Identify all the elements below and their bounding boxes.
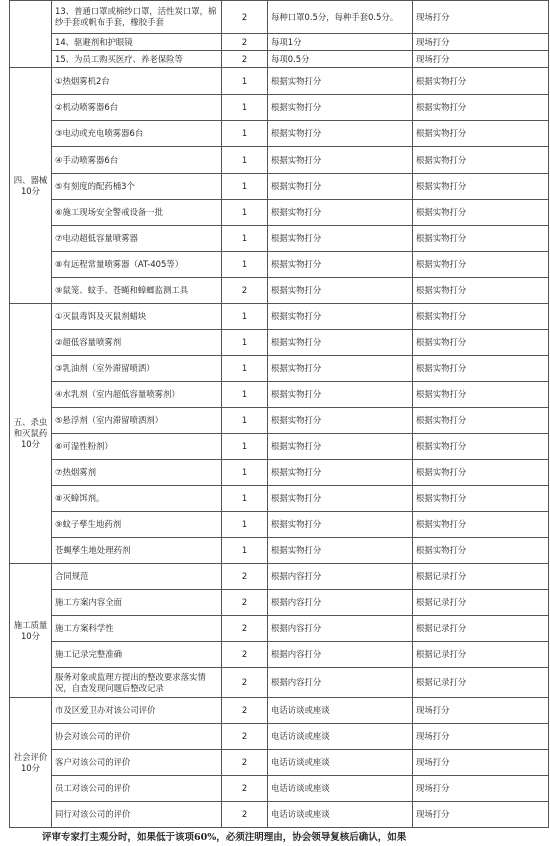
method-cell: 根据实物打分 [268,408,413,434]
points-cell: 1 [222,382,268,408]
table-row [10,252,549,278]
item-cell: 服务对象或监理方提出的整改要求落实情况，自查发现问题后整改记录 [52,668,222,698]
item-cell: 施工方案科学性 [52,616,222,642]
table-row [10,434,549,460]
basis-cell: 根据实物打分 [413,252,549,278]
item-cell: ⑧有远程常量喷雾器（AT-405等） [52,252,222,278]
basis-cell: 根据记录打分 [413,564,549,590]
table-row [10,564,549,590]
item-cell: 苍蝇孳生地处理药剂 [52,538,222,564]
item-cell: 同行对该公司的评价 [52,802,222,828]
points-cell: 2 [222,278,268,304]
table-row [10,382,549,408]
points-cell: 2 [222,668,268,698]
item-cell: ②超低容量喷雾剂 [52,330,222,356]
method-cell: 根据实物打分 [268,304,413,330]
method-cell: 根据实物打分 [268,434,413,460]
table-row [10,724,549,750]
method-cell: 根据实物打分 [268,486,413,512]
method-cell: 根据内容打分 [268,564,413,590]
method-cell: 根据实物打分 [268,147,413,174]
method-cell: 根据实物打分 [268,460,413,486]
table-row [10,750,549,776]
method-cell: 根据内容打分 [268,642,413,668]
basis-cell: 现场打分 [413,698,549,724]
item-cell: 施工方案内容全面 [52,590,222,616]
basis-cell: 根据实物打分 [413,200,549,226]
points-cell: 1 [222,226,268,252]
method-cell: 电话访谈或座谈 [268,724,413,750]
item-cell: 合同规范 [52,564,222,590]
basis-cell: 根据实物打分 [413,486,549,512]
basis-cell: 根据实物打分 [413,512,549,538]
points-cell: 1 [222,460,268,486]
points-cell: 2 [222,724,268,750]
table-row [10,68,549,95]
table-row [10,174,549,200]
basis-cell: 根据实物打分 [413,68,549,95]
method-cell: 根据内容打分 [268,616,413,642]
item-cell: 13、普通口罩或棉纱口罩，活性炭口罩，棉纱手套或帆布手套，橡胶手套 [52,1,222,34]
method-cell: 每项1分 [268,34,413,51]
item-cell: 员工对该公司的评价 [52,776,222,802]
basis-cell: 根据实物打分 [413,304,549,330]
method-cell: 每种口罩0.5分，每种手套0.5分。 [268,1,413,34]
item-cell: ④水乳剂（室内超低容量喷雾剂） [52,382,222,408]
item-cell: ⑤悬浮剂（室内滞留喷洒剂） [52,408,222,434]
item-cell: ④手动喷雾器6台 [52,147,222,174]
basis-cell: 根据实物打分 [413,147,549,174]
footer-note: 评审专家打主观分时，如果低于该项60%，必须注明理由，协会领导复核后确认，如果 [42,832,407,843]
table-row [10,356,549,382]
basis-cell: 现场打分 [413,802,549,828]
points-cell: 1 [222,512,268,538]
method-cell: 根据实物打分 [268,356,413,382]
table-row [10,51,549,68]
table-row [10,304,549,330]
item-cell: ⑦电动超低容量喷雾器 [52,226,222,252]
basis-cell: 根据实物打分 [413,434,549,460]
item-cell: 15、为员工购买医疗、养老保险等 [52,51,222,68]
item-cell: ②机动喷雾器6台 [52,95,222,121]
points-cell: 2 [222,1,268,34]
points-cell: 1 [222,330,268,356]
table-row [10,95,549,121]
basis-cell: 根据实物打分 [413,460,549,486]
method-cell: 根据实物打分 [268,538,413,564]
points-cell: 1 [222,200,268,226]
method-cell: 根据内容打分 [268,590,413,616]
points-cell: 1 [222,356,268,382]
category-cell: 五、杀虫和灭鼠药 10分 [10,304,52,564]
basis-cell: 根据记录打分 [413,668,549,698]
table-row [10,460,549,486]
basis-cell: 根据实物打分 [413,356,549,382]
method-cell: 根据实物打分 [268,330,413,356]
basis-cell: 根据实物打分 [413,121,549,147]
table-row [10,486,549,512]
basis-cell: 根据实物打分 [413,538,549,564]
table-row [10,147,549,174]
item-cell: 客户对该公司的评价 [52,750,222,776]
method-cell: 根据实物打分 [268,95,413,121]
method-cell: 根据实物打分 [268,278,413,304]
basis-cell: 根据实物打分 [413,330,549,356]
item-cell: ①灭鼠毒饵及灭鼠剂蜡块 [52,304,222,330]
points-cell: 2 [222,642,268,668]
basis-cell: 根据记录打分 [413,616,549,642]
table-row [10,642,549,668]
category-cell: 社会评价 10分 [10,698,52,828]
points-cell: 1 [222,147,268,174]
basis-cell: 现场打分 [413,1,549,34]
basis-cell: 根据实物打分 [413,226,549,252]
method-cell: 根据实物打分 [268,252,413,278]
table-row [10,668,549,698]
item-cell: 协会对该公司的评价 [52,724,222,750]
method-cell: 电话访谈或座谈 [268,776,413,802]
basis-cell: 根据实物打分 [413,408,549,434]
points-cell: 2 [222,564,268,590]
item-cell: 施工记录完整准确 [52,642,222,668]
category-cell: 施工质量 10分 [10,564,52,698]
points-cell: 1 [222,408,268,434]
method-cell: 根据实物打分 [268,382,413,408]
category-cell [10,1,52,68]
table-row [10,1,549,34]
method-cell: 根据实物打分 [268,174,413,200]
item-cell: ⑦热烟雾剂 [52,460,222,486]
basis-cell: 现场打分 [413,750,549,776]
method-cell: 根据实物打分 [268,121,413,147]
table-row [10,538,549,564]
method-cell: 根据实物打分 [268,226,413,252]
item-cell: 市及区爱卫办对该公司评价 [52,698,222,724]
table-row [10,226,549,252]
basis-cell: 根据记录打分 [413,590,549,616]
basis-cell: 现场打分 [413,34,549,51]
basis-cell: 根据实物打分 [413,278,549,304]
basis-cell: 根据记录打分 [413,642,549,668]
method-cell: 电话访谈或座谈 [268,750,413,776]
method-cell: 根据实物打分 [268,200,413,226]
table-row [10,512,549,538]
method-cell: 根据实物打分 [268,512,413,538]
basis-cell: 根据实物打分 [413,382,549,408]
points-cell: 1 [222,434,268,460]
table-row [10,698,549,724]
points-cell: 2 [222,34,268,51]
method-cell: 根据实物打分 [268,68,413,95]
points-cell: 1 [222,252,268,278]
table-row [10,408,549,434]
method-cell: 每项0.5分 [268,51,413,68]
basis-cell: 现场打分 [413,776,549,802]
table-row [10,616,549,642]
points-cell: 1 [222,304,268,330]
points-cell: 2 [222,698,268,724]
points-cell: 2 [222,590,268,616]
item-cell: ⑨鼠笼、蚊手、苍蝇和蟑螂监测工具 [52,278,222,304]
table-row [10,278,549,304]
table-row [10,776,549,802]
item-cell: 14、驱避剂和护眼镜 [52,34,222,51]
item-cell: ①热烟雾机2台 [52,68,222,95]
table-row [10,590,549,616]
points-cell: 1 [222,174,268,200]
item-cell: ⑤有刻度的配药桶3个 [52,174,222,200]
category-cell: 四、器械 10分 [10,68,52,304]
table-row [10,330,549,356]
points-cell: 1 [222,95,268,121]
scoring-table [9,0,549,828]
table-row [10,121,549,147]
basis-cell: 根据实物打分 [413,95,549,121]
basis-cell: 现场打分 [413,724,549,750]
points-cell: 2 [222,776,268,802]
points-cell: 1 [222,68,268,95]
method-cell: 根据内容打分 [268,668,413,698]
points-cell: 2 [222,51,268,68]
table-row [10,34,549,51]
points-cell: 1 [222,538,268,564]
method-cell: 电话访谈或座谈 [268,802,413,828]
points-cell: 2 [222,750,268,776]
basis-cell: 根据实物打分 [413,174,549,200]
method-cell: 电话访谈或座谈 [268,698,413,724]
item-cell: ⑧灭蟑饵剂。 [52,486,222,512]
points-cell: 2 [222,802,268,828]
item-cell: ⑥施工现场安全警戒设备一批 [52,200,222,226]
item-cell: ③乳油剂（室外滞留喷洒） [52,356,222,382]
points-cell: 1 [222,121,268,147]
table-row [10,802,549,828]
table-row [10,200,549,226]
item-cell: ⑥可湿性粉剂） [52,434,222,460]
basis-cell: 现场打分 [413,51,549,68]
item-cell: ⑨蚊子孳生地药剂 [52,512,222,538]
points-cell: 1 [222,486,268,512]
item-cell: ③电动或充电喷雾器6台 [52,121,222,147]
points-cell: 2 [222,616,268,642]
